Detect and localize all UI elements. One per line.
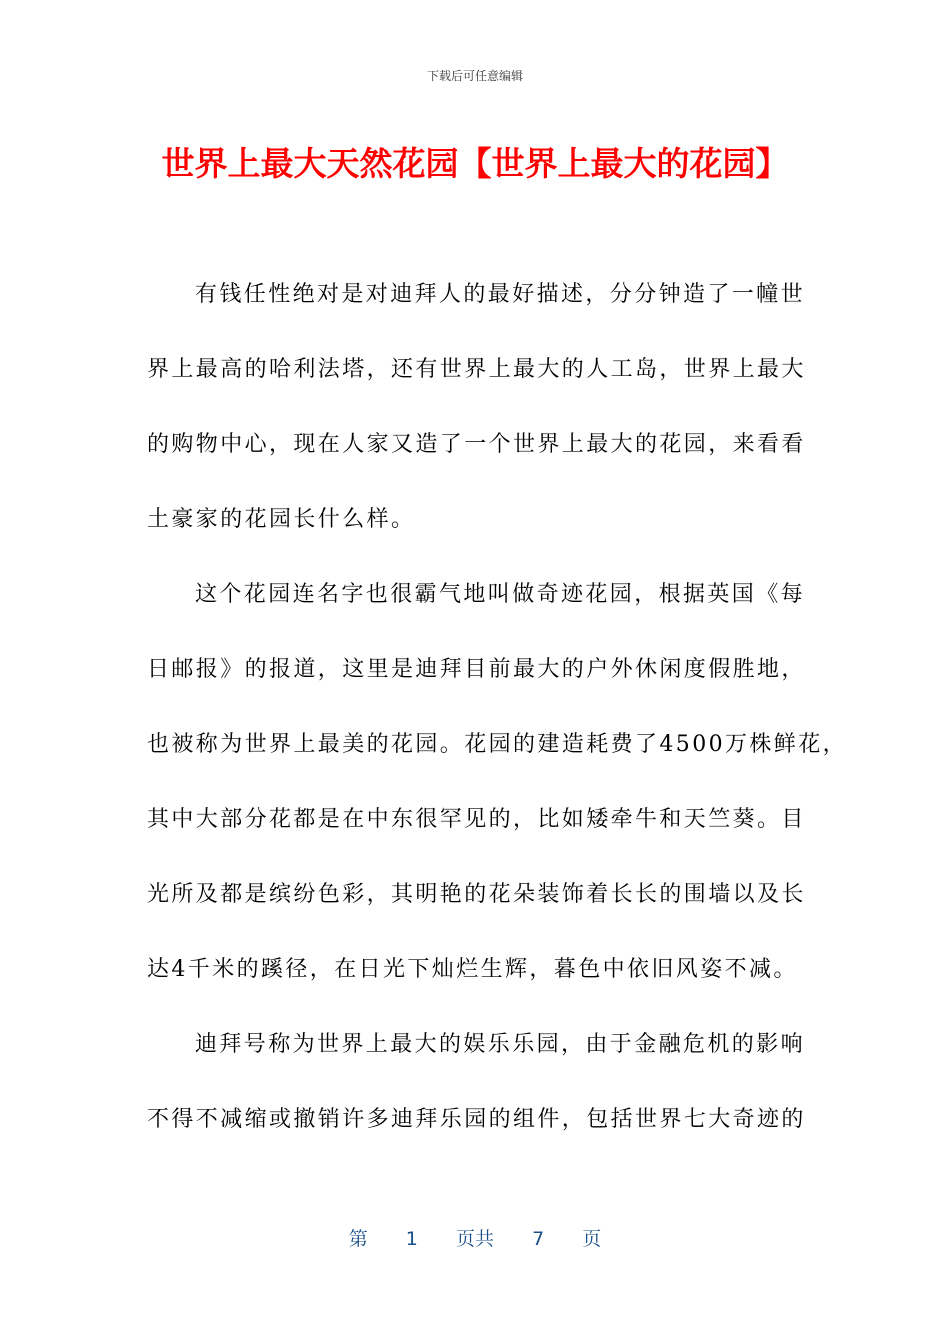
paragraph-2-line-3: 也被称为世界上最美的花园。花园的建造耗费了4500万株鲜花， bbox=[147, 732, 847, 757]
paragraph-2-line-4: 其中大部分花都是在中东很罕见的，比如矮牵牛和天竺葵。目 bbox=[147, 807, 806, 832]
paragraph-3-line-1: 迪拜号称为世界上最大的娱乐乐园，由于金融危机的影响 bbox=[195, 1032, 806, 1057]
paragraph-1-line-2: 界上最高的哈利法塔，还有世界上最大的人工岛，世界上最大 bbox=[147, 357, 806, 382]
paragraph-2-line-6: 达4千米的蹊径，在日光下灿烂生辉，暮色中依旧风姿不减。 bbox=[147, 957, 798, 982]
paragraph-2-line-2: 日邮报》的报道，这里是迪拜目前最大的户外休闲度假胜地， bbox=[147, 657, 806, 682]
document-title: 世界上最大天然花园【世界上最大的花园】 bbox=[161, 144, 789, 183]
footer-suffix: 页 bbox=[582, 1228, 602, 1250]
paragraph-2-line-1: 这个花园连名字也很霸气地叫做奇迹花园，根据英国《每 bbox=[195, 582, 806, 607]
paragraph-1-line-1: 有钱任性绝对是对迪拜人的最好描述，分分钟造了一幢世 bbox=[195, 282, 806, 307]
paragraph-1-line-4: 土豪家的花园长什么样。 bbox=[147, 507, 416, 532]
footer-prefix: 第 bbox=[348, 1228, 368, 1250]
footer-total-pages: 7 bbox=[532, 1228, 545, 1250]
paragraph-1-line-3: 的购物中心，现在人家又造了一个世界上最大的花园，来看看 bbox=[147, 432, 806, 457]
paragraph-2-line-5: 光所及都是缤纷色彩，其明艳的花朵装饰着长长的围墙以及长 bbox=[147, 882, 806, 907]
footer-current-page: 1 bbox=[405, 1228, 418, 1250]
footer-middle: 页共 bbox=[455, 1228, 494, 1250]
header-note: 下载后可任意编辑 bbox=[426, 69, 523, 83]
document-body bbox=[147, 275, 847, 1175]
paragraph-3-line-2: 不得不减缩或撤销许多迪拜乐园的组件，包括世界七大奇迹的 bbox=[147, 1107, 806, 1132]
page-footer bbox=[0, 1226, 950, 1252]
